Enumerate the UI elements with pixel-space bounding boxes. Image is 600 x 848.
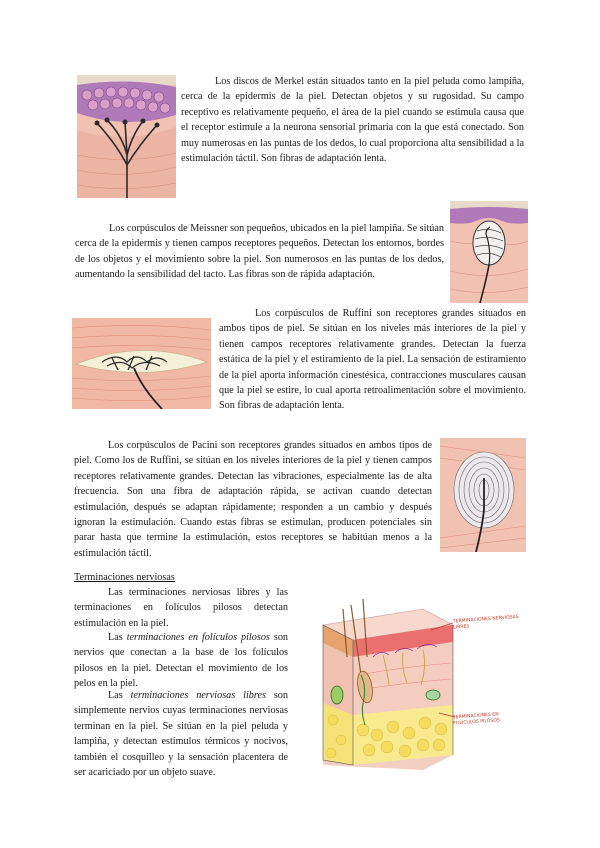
ruffini-svg	[72, 318, 211, 409]
p3-term: terminaciones nerviosas libres	[130, 690, 266, 701]
terminaciones-p2	[74, 630, 288, 692]
meissner-corpuscle-illustration	[450, 201, 528, 303]
p2-lead: Las	[108, 632, 127, 643]
ruffini-corpuscle-illustration	[72, 318, 211, 409]
pacini-text: Los corpúsculos de Pacini son receptores grandes situados en ambos tipos de piel. Como los de Ruffini, se sitúan en los niveles interiores de la piel y tienen campos receptores relativamente grandes. Detectan las vibraciones, especialmente las de alta frecuencia. Son una fibra de adaptación rápida, se activan cuando detectan estimulación, después se adaptan rápidamente; responden a un cambio y después ignoran la estimulación. Cuando estas fibras se estimulan, producen potenciales sin parar hasta que termine la estimulación, estos receptores se habitúan menos a la estimulación táctil.	[74, 440, 432, 559]
p2-rest: son nervios que conectan a la base de los folículos pilosos en la piel. Detectan el movimiento de los pelos en la piel.	[74, 632, 289, 690]
terminaciones-p1	[74, 585, 288, 631]
meissner-svg	[450, 201, 528, 303]
label-follicle-endings: TERMINACIONES EN FOLÍCULOS PILOSOS	[452, 712, 501, 726]
terminaciones-p3	[74, 688, 288, 780]
merkel-svg	[77, 75, 176, 198]
pacini-paragraph	[74, 438, 432, 561]
ruffini-paragraph	[219, 306, 526, 414]
pacini-svg	[440, 438, 526, 552]
skin-cross-section-illustration	[303, 595, 458, 770]
meissner-paragraph	[75, 221, 444, 283]
meissner-text: Los corpúsculos de Meissner son pequeños, ubicados en la piel lampiña. Se sitúan cerca de la epidermis y tienen campos receptores pequeños. Detectan los entornos, bordes de los objetos y el movimiento sobre la piel. Son numerosos en las puntas de los dedos, aumentando la sensibilidad del tacto. Las fibras son de rápida adaptación.	[75, 223, 444, 281]
p3-lead: Las	[108, 690, 131, 701]
pacinian-corpuscle-illustration	[440, 438, 526, 552]
merkel-paragraph	[181, 74, 524, 166]
label-free-nerve-endings: TERMINACIONES NERVIOSAS LIBRES	[452, 614, 519, 630]
p2-term: terminaciones en folículos pilosos	[126, 632, 270, 643]
merkel-disc-illustration	[77, 75, 176, 198]
merkel-text: Los discos de Merkel están situados tanto en la piel peluda como lampiña, cerca de la epidermis de la piel. Detectan objetos y su rugosidad. Su campo receptivo es relativamente pequeño, el área de la piel cuando se estimula causa que el receptor estimule a la neurona sensorial primaria con la que está conectado. Son muy numerosas en las puntas de los dedos, lo cual proporciona alta sensibilidad a la estimulación táctil. Son fibras de adaptación lenta.	[181, 76, 524, 165]
terminaciones-p1-text: Las terminaciones nerviosas libres y las terminaciones en folículos pilosos detectan estimulación en la piel.	[74, 587, 288, 629]
p3-rest: son simplemente nervios cuyas terminaciones nerviosas terminan en la piel. Se sitúan en la piel peluda y lampiña, y detectan estímulos térmicos y nocivos, también el cosquilleo y la sensación placentera de ser acariciado por un objeto suave.	[74, 690, 288, 779]
section-heading: Terminaciones nerviosas	[74, 572, 175, 583]
ruffini-text: Los corpúsculos de Ruffini son receptores grandes situados en ambos tipos de piel. Se sitúan en los niveles más interiores de la piel y tienen campos receptores relativamente grandes. Detectan la fuerza estática de la piel y el estiramiento de la piel. La sensación de estiramiento de la piel aporta información cinestésica, contracciones musculares causan que la piel se estire, lo cual aporta retroalimentación sobre el movimiento. Son fibras de adaptación lenta.	[219, 308, 526, 412]
skin-svg	[303, 595, 458, 770]
